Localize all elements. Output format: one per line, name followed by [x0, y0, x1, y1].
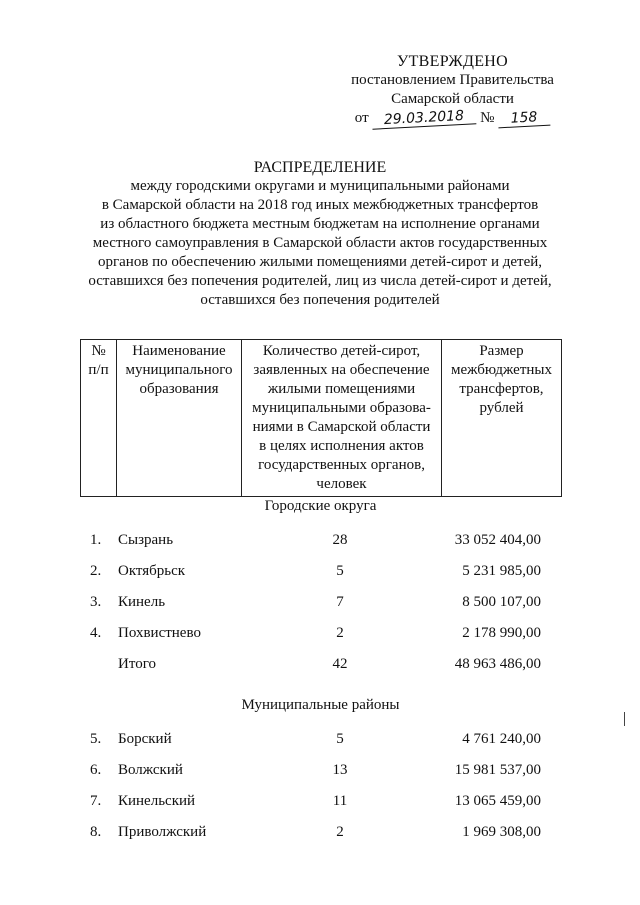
row-count: 13	[332, 762, 348, 778]
header-text: межбюджетных	[450, 362, 552, 378]
row-number: 2.	[90, 563, 102, 579]
row-number: 1.	[90, 532, 102, 548]
header-text: трансфертов,	[459, 381, 544, 397]
row-name: Борский	[118, 731, 172, 747]
total-count: 42	[332, 656, 348, 672]
table-row	[80, 822, 561, 842]
total-label: Итого	[118, 656, 156, 672]
row-amount: 2 178 990,00	[462, 625, 541, 641]
approval-line-2: Самарской области	[391, 91, 514, 107]
row-number: 7.	[90, 793, 102, 809]
row-name: Волжский	[118, 762, 183, 778]
row-count: 28	[332, 532, 348, 548]
document-subtitle	[60, 177, 580, 310]
row-name: Сызрань	[118, 532, 174, 548]
row-amount: 15 981 537,00	[454, 762, 541, 778]
table-row	[80, 623, 561, 643]
table-row	[80, 561, 561, 581]
subtitle-line: в Самарской области на 2018 год иных межбюджетных трансфертов	[101, 197, 539, 213]
row-count: 11	[332, 793, 348, 809]
subtitle-line: между городскими округами и муниципальными районами	[130, 178, 510, 194]
document-title: РАСПРЕДЕЛЕНИЕ	[253, 159, 387, 176]
row-amount: 4 761 240,00	[462, 731, 541, 747]
date-prefix: от	[354, 110, 369, 126]
row-number: 6.	[90, 762, 102, 778]
header-text: человек	[316, 476, 367, 492]
header-col-name	[117, 340, 242, 497]
subtitle-line: из областного бюджета местным бюджетам на исполнение органами	[100, 216, 540, 232]
table-row	[80, 592, 561, 612]
row-number: 4.	[90, 625, 102, 641]
row-number: 3.	[90, 594, 102, 610]
header-col-amount	[442, 340, 562, 497]
header-text: жилыми помещениями	[267, 381, 416, 397]
subtitle-line: органов по обеспечению жилыми помещениями детей-сирот и детей,	[97, 254, 543, 270]
row-amount: 5 231 985,00	[462, 563, 541, 579]
header-text: в целях исполнения актов	[259, 438, 424, 454]
handwritten-number: 158	[498, 109, 551, 129]
header-col-count	[242, 340, 442, 497]
number-prefix: №	[480, 110, 495, 126]
row-amount: 8 500 107,00	[462, 594, 541, 610]
header-text: рублей	[479, 400, 524, 416]
row-count: 5	[336, 731, 344, 747]
subtitle-line: местного самоуправления в Самарской области актов государственных	[92, 235, 548, 251]
row-amount: 13 065 459,00	[454, 793, 541, 809]
header-text: Количество детей-сирот,	[262, 343, 421, 359]
table-row	[80, 729, 561, 749]
row-name: Октябрьск	[118, 563, 186, 579]
header-text: государственных органов,	[258, 457, 425, 473]
header-text: п/п	[88, 362, 109, 378]
table-row	[80, 791, 561, 811]
row-name: Кинельский	[118, 793, 196, 809]
row-name: Приволжский	[118, 824, 207, 840]
section-title-urban: Городские округа	[264, 498, 377, 514]
header-text: Размер	[479, 343, 524, 359]
approval-line-1: постановлением Правительства	[351, 72, 554, 88]
row-count: 2	[336, 625, 344, 641]
table-row-total	[80, 654, 561, 674]
header-text: №	[91, 343, 106, 359]
row-name: Кинель	[118, 594, 166, 610]
approval-heading: УТВЕРЖДЕНО	[396, 53, 508, 70]
approval-date-line	[330, 109, 575, 128]
row-number: 5.	[90, 731, 102, 747]
table-row	[80, 530, 561, 550]
subtitle-line: оставшихся без попечения родителей, лиц из числа детей-сирот и детей,	[88, 273, 552, 289]
section-title-districts: Муниципальные районы	[241, 697, 400, 713]
row-count: 2	[336, 824, 344, 840]
table-header	[80, 339, 562, 497]
header-text: заявленных на обеспечение	[253, 362, 430, 378]
row-number: 8.	[90, 824, 102, 840]
handwritten-date: 29.03.2018	[372, 107, 477, 129]
row-amount: 1 969 308,00	[462, 824, 541, 840]
row-name: Похвистнево	[118, 625, 201, 641]
header-text: муниципального	[125, 362, 233, 378]
row-amount: 33 052 404,00	[454, 532, 541, 548]
header-text: Наименование	[132, 343, 226, 359]
header-text: образования	[139, 381, 219, 397]
total-amount: 48 963 486,00	[454, 656, 541, 672]
table-row	[80, 760, 561, 780]
approval-block	[330, 52, 575, 128]
header-text: муниципальными образова-	[252, 400, 431, 416]
scan-edge-mark	[624, 712, 625, 726]
header-col-number	[81, 340, 117, 497]
row-count: 7	[336, 594, 344, 610]
subtitle-line: оставшихся без попечения родителей	[200, 292, 440, 308]
header-text: ниями в Самарской области	[252, 419, 431, 435]
row-count: 5	[336, 563, 344, 579]
